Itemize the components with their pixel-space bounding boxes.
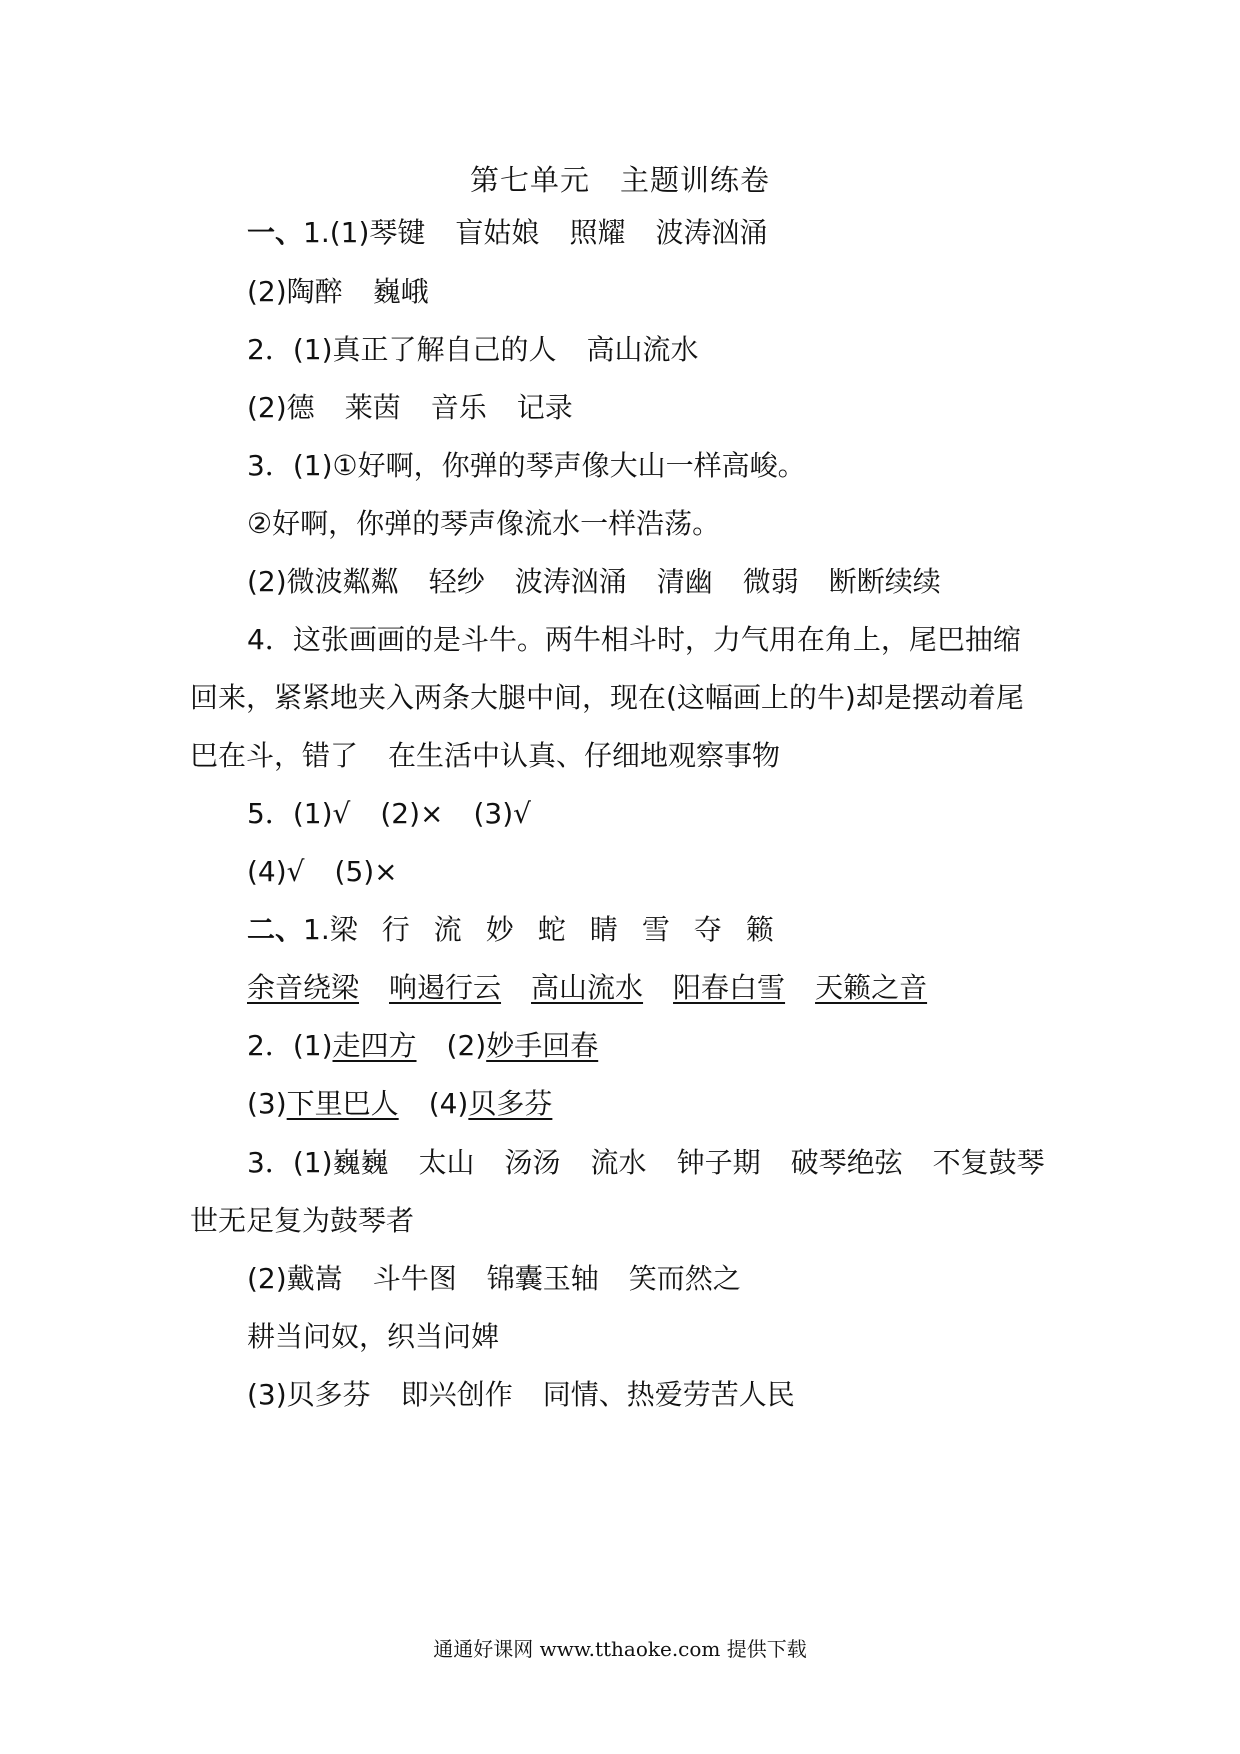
answer-word: 莱茵	[344, 391, 401, 424]
s1-q2-line2	[247, 388, 573, 428]
s1-q5-line2	[247, 852, 398, 892]
part-number: (1)	[292, 1146, 333, 1179]
answer-word: 破琴绝弦	[790, 1146, 903, 1179]
s1-q4-line2: 回来，紧紧地夹入两条大腿中间，现在(这幅画上的牛)却是摆动着尾	[190, 681, 1024, 714]
answer-word: 断断续续	[828, 565, 941, 598]
idiom-answer: 余音绕梁	[247, 971, 360, 1004]
judgement-item: (4)√	[247, 855, 305, 888]
answer-char: 夺	[693, 913, 722, 946]
page-footer: 通通好课网 www.tthaoke.com 提供下载	[433, 1637, 807, 1661]
s2-q2-line1	[247, 1026, 598, 1066]
part-number: (1)	[292, 1029, 333, 1062]
answer-word: 汤汤	[504, 1146, 561, 1179]
part-number: (1)	[329, 216, 370, 249]
question-number: 5．	[247, 797, 293, 830]
answer-word: 真正了解自己的人	[332, 333, 557, 366]
answer-word: 锦囊玉轴	[486, 1262, 599, 1295]
answer-word: 同情、热爱劳苦人民	[542, 1378, 795, 1411]
question-number: 2．	[247, 1029, 293, 1062]
fill-answer: 妙手回春	[486, 1029, 599, 1062]
judgement-item: (2)×	[380, 797, 444, 830]
answer-char: 睛	[589, 913, 618, 946]
idiom-answer: 高山流水	[531, 971, 644, 1004]
section-one-heading: 一、	[247, 216, 304, 249]
answer-word: 戴嵩	[286, 1262, 343, 1295]
question-number: 1.	[303, 913, 330, 946]
s2-q1-line2	[247, 968, 927, 1008]
answer-word: 高山流水	[586, 333, 699, 366]
question-number: 2．	[247, 333, 293, 366]
s2-q3-line1	[247, 1143, 1045, 1183]
answer-char: 蛇	[537, 913, 566, 946]
answer-sentence: 在生活中认真、仔细地观察事物	[388, 739, 781, 772]
answer-word: 不复鼓琴	[932, 1146, 1045, 1179]
part-number: (2)	[446, 1029, 487, 1062]
answer-word: 太山	[418, 1146, 475, 1179]
answer-sentence: 巴在斗，错了	[190, 739, 359, 772]
answer-word: 琴键	[369, 216, 426, 249]
s1-q4-line1: 4．这张画画的是斗牛。两牛相斗时，力气用在角上，尾巴抽缩	[247, 623, 1021, 656]
answer-word: 盲姑娘	[455, 216, 540, 249]
fill-answer: 贝多芬	[468, 1087, 553, 1120]
s2-q1-line1	[247, 910, 774, 950]
answer-word: 记录	[516, 391, 573, 424]
s1-q1-line2	[247, 272, 429, 312]
answer-char: 行	[381, 913, 410, 946]
answer-word: 斗牛图	[372, 1262, 457, 1295]
answer-word: 波涛汹涌	[514, 565, 627, 598]
s1-q3-line3	[247, 562, 941, 602]
idiom-answer: 天籁之音	[815, 971, 928, 1004]
answer-word: 笑而然之	[628, 1262, 741, 1295]
answer-char: 流	[433, 913, 462, 946]
answer-char: 妙	[485, 913, 514, 946]
answer-word: 轻纱	[428, 565, 485, 598]
answer-word: 波涛汹涌	[655, 216, 768, 249]
answer-word: 巍峨	[372, 275, 429, 308]
answer-word: 即兴创作	[400, 1378, 513, 1411]
answer-word: 微波粼粼	[286, 565, 399, 598]
s2-q3-line4: 耕当问奴，织当问婢	[247, 1320, 500, 1353]
answer-char: 梁	[329, 913, 358, 946]
answer-char: 籁	[745, 913, 774, 946]
answer-word: 照耀	[569, 216, 626, 249]
answer-word: 微弱	[742, 565, 799, 598]
answer-word: 钟子期	[676, 1146, 761, 1179]
judgement-item: (1)√	[292, 797, 351, 830]
fill-answer: 走四方	[332, 1029, 417, 1062]
s2-q3-line3	[247, 1259, 741, 1299]
part-number: (2)	[247, 1262, 287, 1295]
s1-q3-line1	[247, 446, 806, 486]
s2-q3-line2: 世无足复为鼓琴者	[190, 1204, 415, 1237]
s1-q3-line2	[247, 504, 720, 544]
s1-q4-line3	[190, 736, 780, 776]
part-number: (1)	[292, 333, 333, 366]
answer-sentence: ①好啊，你弹的琴声像大山一样高峻。	[332, 449, 806, 482]
answer-char: 雪	[641, 913, 670, 946]
answer-word: 德	[286, 391, 315, 424]
part-number: (1)	[292, 449, 333, 482]
question-number: 1.	[303, 216, 330, 249]
answer-word: 流水	[590, 1146, 647, 1179]
answer-word: 贝多芬	[286, 1378, 371, 1411]
answer-word: 清幽	[656, 565, 713, 598]
idiom-answer: 响遏行云	[389, 971, 502, 1004]
s1-q1-line1	[247, 213, 767, 253]
judgement-item: (5)×	[334, 855, 398, 888]
idiom-answer: 阳春白雪	[673, 971, 786, 1004]
judgement-item: (3)√	[473, 797, 531, 830]
s2-q3-line5	[247, 1375, 795, 1415]
part-number: (3)	[247, 1087, 287, 1120]
section-two-heading: 二、	[247, 913, 304, 946]
s1-q2-line1	[247, 330, 699, 370]
part-number: (4)	[428, 1087, 469, 1120]
answer-word: 音乐	[430, 391, 487, 424]
part-number: (2)	[247, 275, 287, 308]
question-number: 3．	[247, 1146, 293, 1179]
s2-q2-line2	[247, 1084, 552, 1124]
fill-answer: 下里巴人	[286, 1087, 399, 1120]
page-title: 第七单元 主题训练卷	[469, 163, 770, 197]
answer-word: 巍巍	[332, 1146, 389, 1179]
s1-q5-line1	[247, 794, 531, 834]
part-number: (3)	[247, 1378, 287, 1411]
answer-sentence: ②好啊，你弹的琴声像流水一样浩荡。	[247, 507, 721, 540]
part-number: (2)	[247, 391, 287, 424]
question-number: 3．	[247, 449, 293, 482]
answer-word: 陶醉	[286, 275, 343, 308]
part-number: (2)	[247, 565, 287, 598]
